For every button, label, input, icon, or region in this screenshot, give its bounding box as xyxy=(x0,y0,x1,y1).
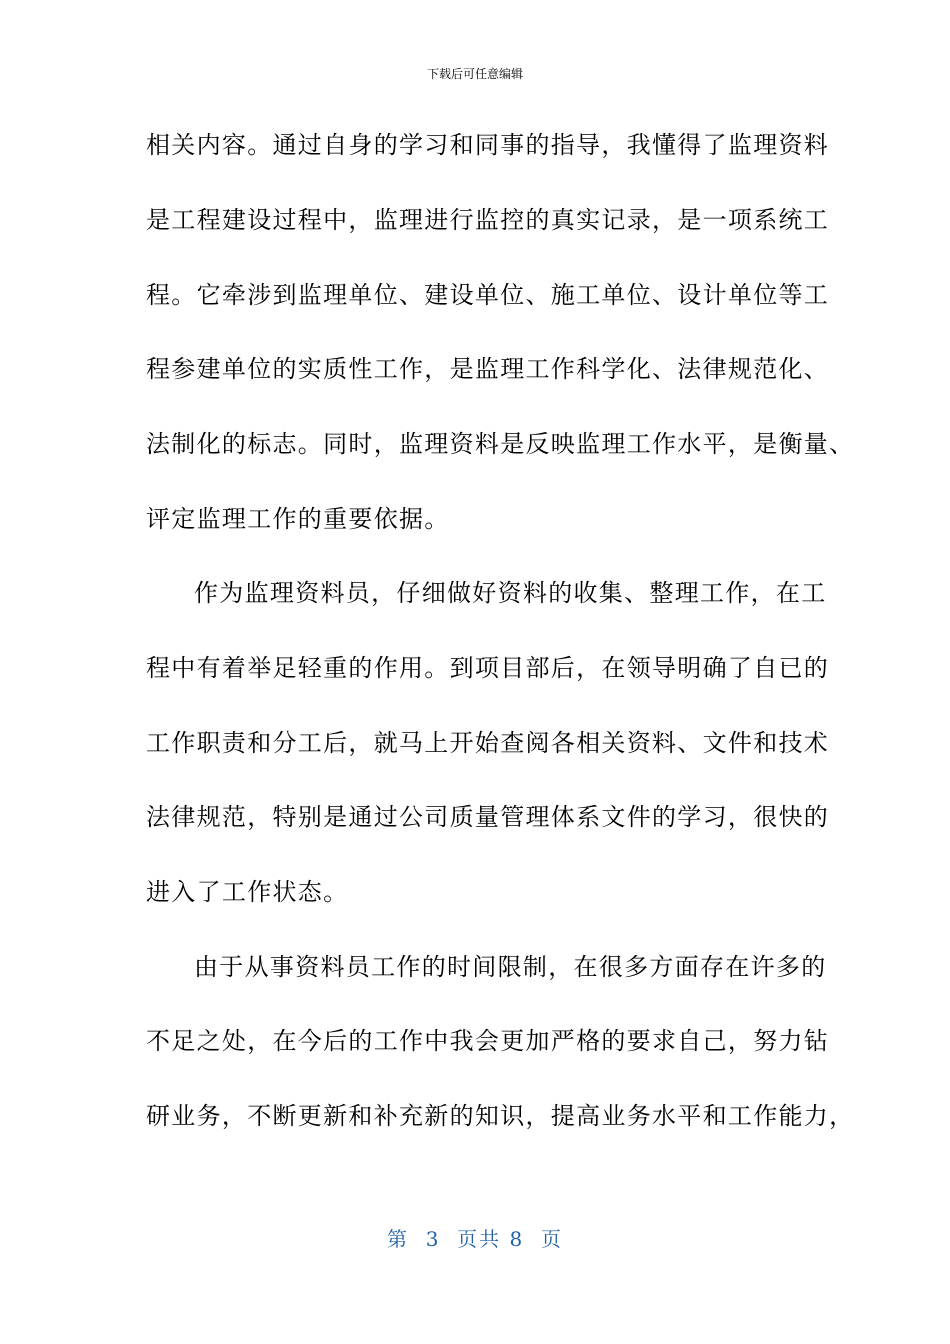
text-line: 进入了工作状态。 xyxy=(146,878,349,906)
text-line: 是工程建设过程中，监理进行监控的真实记录，是一项系统工 xyxy=(146,206,830,234)
paragraph-first-line: 由于从事资料员工作的时间限制，在很多方面存在许多的 xyxy=(194,953,827,981)
text-line: 法律规范，特别是通过公司质量管理体系文件的学习，很快的 xyxy=(146,803,830,831)
text-line: 程。它牵涉到监理单位、建设单位、施工单位、设计单位等工 xyxy=(146,281,830,309)
page-header: 下载后可任意编辑 xyxy=(426,67,523,81)
paragraph-first-line: 作为监理资料员，仔细做好资料的收集、整理工作，在工 xyxy=(194,579,827,607)
text-line: 工作职责和分工后，就马上开始查阅各相关资料、文件和技术 xyxy=(146,729,830,757)
text-line: 程中有着举足轻重的作用。到项目部后，在领导明确了自已的 xyxy=(146,654,830,682)
page-footer xyxy=(0,1225,950,1253)
text-line: 法制化的标志。同时，监理资料是反映监理工作水平，是衡量、 xyxy=(146,430,855,458)
page-number: 第 3 页共 8 页 xyxy=(387,1227,563,1251)
text-line: 程参建单位的实质性工作，是监理工作科学化、法律规范化、 xyxy=(146,355,830,383)
text-line: 评定监理工作的重要依据。 xyxy=(146,505,450,533)
text-line: 研业务，不断更新和补充新的知识，提高业务水平和工作能力， xyxy=(146,1102,855,1130)
text-line: 相关内容。通过自身的学习和同事的指导，我懂得了监理资料 xyxy=(146,131,830,159)
text-line: 不足之处，在今后的工作中我会更加严格的要求自己，努力钻 xyxy=(146,1027,830,1055)
